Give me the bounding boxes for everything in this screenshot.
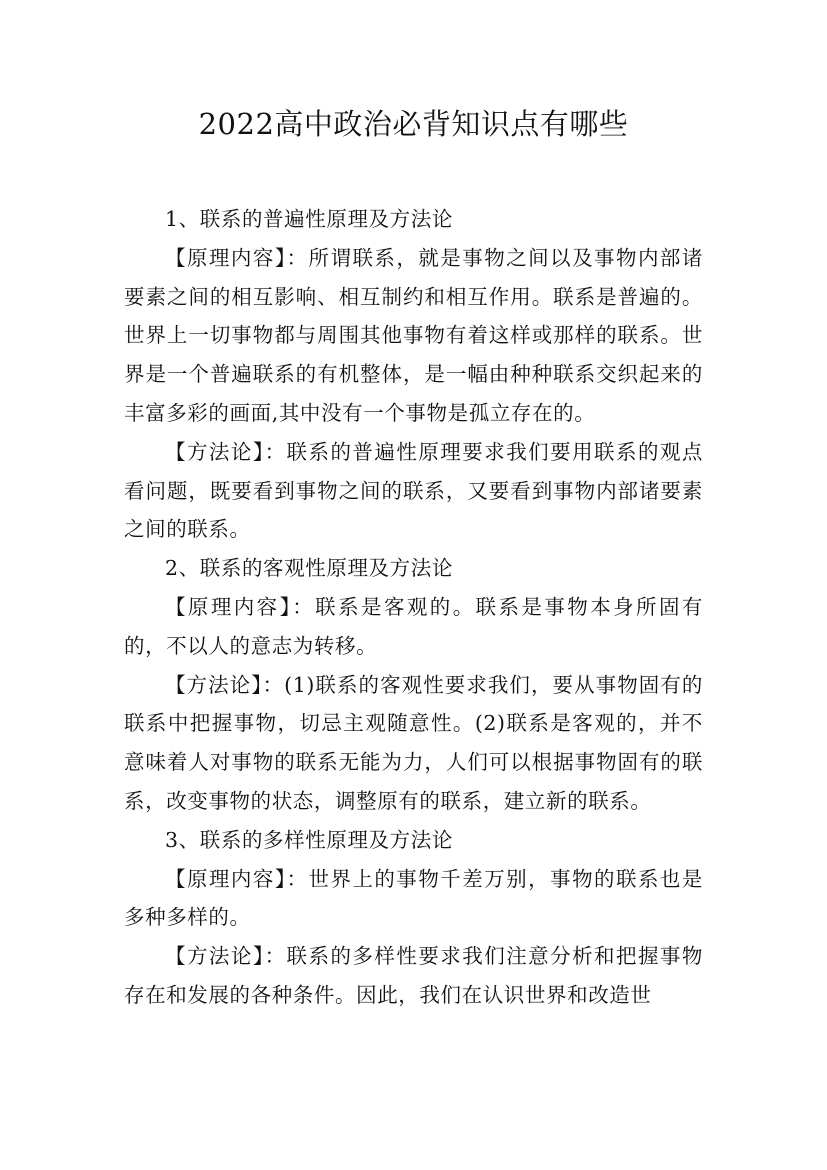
paragraph — [124, 433, 703, 549]
section-heading: 3、联系的多样性原理及方法论 — [165, 827, 453, 852]
paragraph-text: ：联系的普遍性原理要求我们要用联系的观点看问题，既要看到事物之间的联系，又要看到事物内部诸要素之间的联系。 — [124, 439, 704, 542]
paragraph-text: ：联系的多样性要求我们注意分析和把握事物存在和发展的各种条件。因此，我们在认识世界和改造世 — [124, 944, 704, 1007]
paragraph-text: ：(1)联系的客观性要求我们，要从事物固有的联系中把握事物，切忌主观随意性。(2)联系是客观的，并不意味着人对事物的联系无能为力，人们可以根据事物固有的联系，改变事物的状态，调整原有的联系，建立新的联系。 — [124, 672, 703, 813]
paragraph-label: 【原理内容】 — [165, 245, 287, 270]
document-body — [124, 200, 703, 1015]
paragraph — [124, 588, 703, 666]
paragraph — [124, 937, 703, 1015]
paragraph-text: ：联系是客观的。联系是事物本身所固有的，不以人的意志为转移。 — [124, 594, 703, 658]
paragraph — [124, 860, 703, 938]
paragraph-text: ：所谓联系，就是事物之间以及事物内部诸要素之间的相互影响、相互制约和相互作用。联系是普遍的。世界上一切事物都与周围其他事物有着这样或那样的联系。世界是一个普遍联系的有机整体，是一幅由种种联系交织起来的丰富多彩的画面,其中没有一个事物是孤立存在的。 — [124, 245, 703, 425]
paragraph-label: 【原理内容】 — [165, 866, 287, 891]
paragraph-text: ：世界上的事物千差万别，事物的联系也是多种多样的。 — [124, 866, 703, 930]
paragraph — [124, 239, 703, 433]
paragraph — [124, 666, 703, 821]
section-heading: 2、联系的客观性原理及方法论 — [165, 556, 453, 581]
paragraph-label: 【方法论】 — [165, 439, 265, 464]
paragraph-label: 【方法论】 — [165, 672, 263, 697]
paragraph-label: 【方法论】 — [165, 944, 265, 969]
section-heading: 1、联系的普遍性原理及方法论 — [165, 207, 453, 231]
document-title: 2022高中政治必背知识点有哪些 — [198, 107, 629, 141]
paragraph-label: 【原理内容】 — [165, 594, 293, 619]
